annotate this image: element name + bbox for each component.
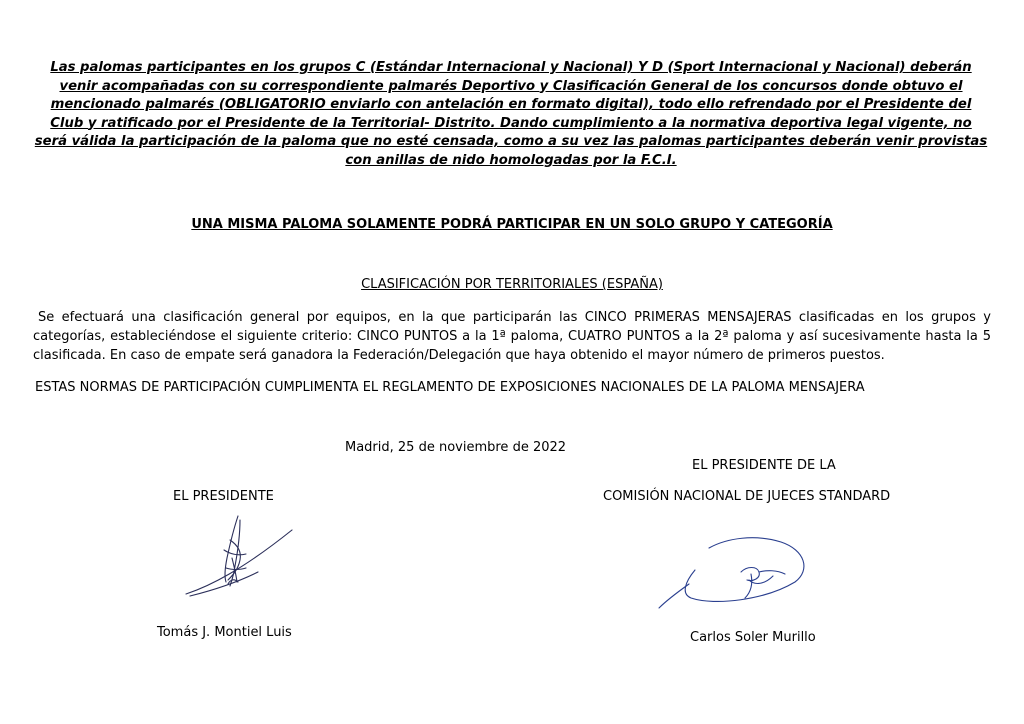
right-signatory-title-line1: EL PRESIDENTE DE LA [692, 458, 836, 473]
left-signatory-name: Tomás J. Montiel Luis [157, 625, 292, 640]
left-signatory-title: EL PRESIDENTE [173, 489, 274, 504]
right-signature [655, 530, 820, 615]
right-signatory-name: Carlos Soler Murillo [690, 630, 816, 645]
right-signatory-title-line2: COMISIÓN NACIONAL DE JUECES STANDARD [603, 489, 891, 504]
section-heading: CLASIFICACIÓN POR TERRITORIALES (ESPAÑA) [361, 277, 663, 292]
left-signature [180, 510, 300, 600]
norms-statement: ESTAS NORMAS DE PARTICIPACIÓN CUMPLIMENTA EL REGLAMENTO DE EXPOSICIONES NACIONALES DE LA PALOMA MENSAJERA [35, 380, 865, 395]
single-group-rule: UNA MISMA PALOMA SOLAMENTE PODRÁ PARTICIPAR EN UN SOLO GRUPO Y CATEGORÍA [191, 217, 833, 232]
classification-paragraph: Se efectuará una clasificación general por equipos, en la que participarán las CINCO PRIMERAS MENSAJERAS clasificadas en los grupos y categorías, estableciéndose el siguiente criterio: CINCO PUNTOS a la 1ª paloma, CUATRO PUNTOS a la 2ª paloma y así sucesivamente hasta la 5 clasificada. En caso de empate será ganadora la Federación/Delegación que haya obtenido el mayor número de primeros puestos. [33, 310, 991, 363]
participation-notice: Las palomas participantes en los grupos C (Estándar Internacional y Nacional) Y D (Sport Internacional y Nacional) deberán venir acompañadas con su correspondiente palmarés Deportivo y Clasificación General de los concursos donde obtuvo el mencionado palmarés (OBLIGATORIO enviarlo con antelación en formato digital), todo ello refrendado por el Presidente del Club y ratificado por el Presidente de la Territorial- Distrito. Dando cumplimiento a la normativa deportiva legal vigente, no será válida la participación de la paloma que no esté censada, como a su vez las palomas participantes deberán venir provistas con anillas de nido homologadas por la F.C.I. [34, 60, 988, 168]
place-date: Madrid, 25 de noviembre de 2022 [345, 440, 567, 455]
